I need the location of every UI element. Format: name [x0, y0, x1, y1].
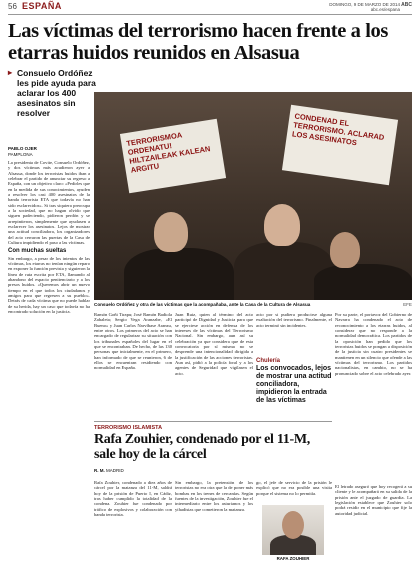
second-column-4: [335, 484, 412, 570]
dek-item: ▸ Consuelo Ordóñez les pide ayuda para aclarar los 400 asesinatos sin resolver: [8, 68, 96, 118]
person-figure: [314, 264, 412, 300]
protest-sign-left: [120, 119, 226, 194]
person-figure: [124, 248, 234, 300]
article-paragraph: La presidenta de Covite, Consuelo Ordóñez, y dos víctimas más acudieron ayer a Alsasua, donde los terroristas huidos iban a celebrar el partido de anunciar su regreso a España, con un objetivo claro: «Pedirles que en la medida de sus conocimientos, ayuden a resolver los casi 400 asesinatos de la banda terrorista ETA que todavía no han sido esclarecidos». Si tras siquiera preocupa a la sociedad, que no hagan olvido que siguen padeciendo, pidieron perdón y se arrepintieron, simplemente que ayudasen a esclarecer los asesinatos. Lejos de mostrar una actitud conciliadora, los organizadores del acto cerraron las puertas de la Casa de Cultura impidiendo el paso a las víctimas.: [8, 160, 90, 246]
byline: [8, 146, 98, 158]
header-date: DOMINGO, 9 DE MARZO DE 2014: [329, 2, 400, 7]
article-column-4: [256, 312, 332, 356]
second-column-2: [175, 480, 253, 570]
arrow-icon: ▸: [8, 68, 13, 77]
person-face: [264, 204, 300, 246]
article-column-2: [94, 312, 172, 418]
second-byline: [94, 468, 124, 473]
photo-credit: EFE: [403, 302, 412, 307]
article-column-3: [175, 312, 253, 418]
second-column-3: [256, 480, 332, 504]
page-number: 56: [8, 2, 17, 11]
second-kicker: TERRORISMO ISLAMISTA: [94, 425, 163, 431]
portrait-caption: RAFA ZOUHIER: [276, 556, 310, 561]
pull-quote-kicker: Chulería: [256, 358, 281, 364]
header-rule: [8, 14, 412, 15]
pull-quote: [256, 358, 332, 405]
article-paragraph: go, el jefe de servicio de la prisión le explicó que no era posible una visita porque el sistema no lo permitía.: [256, 480, 332, 496]
second-byline-place: MADRID: [106, 468, 124, 473]
article-column-1: [8, 160, 90, 504]
protest-sign-right: [282, 105, 398, 185]
article-paragraph: Ramón Goñi Tirapu; José Ramón Badiola Zabaleta; Sergio Vega Aranzabe, «El Bueno» y Juan Carlos Narvíbase Aranzu, entre otros. Los primeros del acto se han encargado de regularizar su situación con los tribunales españoles del lugar en el que se encontraban. De hecho, de las 130 personas que inicialmente, en el primero, han informado de que se reunieron, 6 de ellos se encuentran residiendo con normalidad en España.: [94, 312, 172, 371]
article-paragraph: Sin embargo, a pesar de los intentos de las víctimas, los etarras no tenían ningún reparo en exponer la función prevista y siguieron la línea de ruta escrita por ETA, llamando al abandono del espacio penitenciario y a los presos huidos. «Queremos abrir un nuevo tiempo en el que todos los ciudadanos y amigos para que regresen a su pueblo». Detrás de cada víctima que no puede hablar de su herida, hay un caso que todavía no ha encontrado solución en la justicia.: [8, 255, 90, 314]
article-paragraph: acto por si pudiera producirse alguna exaltación del terrorismo. Finalmente, el acto terminó sin incidentes.: [256, 312, 332, 328]
second-headline: Rafa Zouhier, condenado por el 11-M, sale hoy de la cárcel: [94, 432, 310, 462]
section-divider: [94, 421, 332, 422]
header-edition: abc.es/espana: [370, 7, 400, 12]
brand-logo: ABC: [401, 2, 412, 8]
caption-text: Consuelo Ordóñez y otra de las víctimas que la acompañaba, ante la Casa de la Cultura de Alsasua: [94, 302, 311, 307]
byline-place: PAMPLONA: [8, 152, 33, 157]
main-headline: Las víctimas del terrorismo hacen frente a los etarras huidos reunidos en Alsasua: [8, 20, 388, 64]
section-name: ESPAÑA: [22, 1, 62, 11]
article-paragraph: Por su parte, el portavoz del Gobierno de Navarra ha condenado el acto de reconocimiento a los etarras huidos, al considerar que no responde a la normalidad democrática. Los partidos de la oposición han pedido que los terroristas huidos se pongan a disposición de la justicia sin cuatro presidentes se mantienen en un silencio que ofende a las víctimas del terrorismo. Los partidos nacionalistas, en cambio, no se ha pronunciado sobre el acto celebrado ayer.: [335, 312, 412, 376]
portrait-face: [282, 511, 304, 539]
article-paragraph: El letrado aseguró que hoy recogerá a su cliente y le acompañará en su salida de la prisión ante el juzgado de guardia. La legislación establece que Zouhier solo podrá residir en el municipio que fije la autoridad judicial.: [335, 484, 412, 516]
second-byline-author: R. M.: [94, 468, 105, 473]
person-face: [330, 232, 360, 268]
portrait-photo: [262, 505, 324, 555]
photo-caption: [94, 302, 412, 307]
article-paragraph: Rafa Zouhier, condenado a diez años de cárcel por la matanza del 11-M, saldrá hoy de la prisión de Puerto I, en Cádiz, tras haber cumplido la totalidad de la condena. Zouhier fue condenado por tráfico de explosivos y colaboración con banda terrorista.: [94, 480, 172, 518]
article-subhead: Con muchas sueltas: [8, 247, 67, 254]
header-date-block: [329, 2, 400, 12]
person-face: [154, 212, 188, 252]
article-paragraph: Sin embargo, la pretensión de los terroristas no era otra que la de poner más bombas en los trenes de cercanías. Según fuentes de la investigación, Zouhier fue el intermediario entre los asturianos y los yihadistas que cometieron la matanza.: [175, 480, 253, 512]
page-header: [8, 2, 412, 12]
dek-list: [8, 68, 98, 118]
byline-author: PABLO OJER: [8, 146, 37, 151]
second-column-1: [94, 480, 172, 570]
article-paragraph: Juan Ruiz, quien al término del acto participó de Dignidad y Justicia para que se ejerciese acción en defensa de los intereses de las víctimas del Terrorismo Nacional. Sin embargo, aun así su celebración ya que considera que de esta convocatoria por sí misma no se desprende una intencionalidad dirigida a la justificación de las acciones terroristas. Aun así, pidió a la policía foral y a los agentes de Seguridad que vigilasen el acto.: [175, 312, 253, 376]
sign-text: TERRORISMOA ORDENATU! HILTZAILEAK KALEAN ARGITU: [125, 130, 211, 175]
article-column-5: [335, 312, 412, 482]
pull-quote-text: Los convocados, lejos de mostrar una actitud conciliadora, impidieron la entrada de las víctimas: [256, 365, 332, 404]
main-photo: [94, 92, 412, 300]
sign-text: CONDENAD EL TERRORISMO. ACLARAD LOS ASESINATOS: [291, 111, 385, 148]
